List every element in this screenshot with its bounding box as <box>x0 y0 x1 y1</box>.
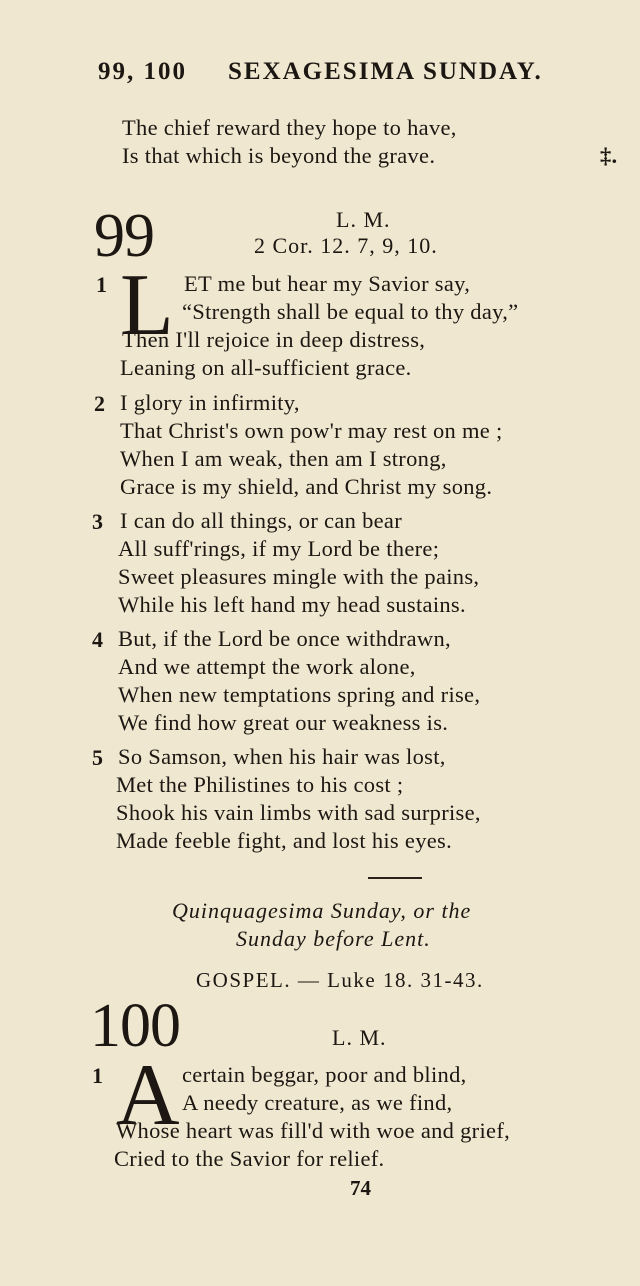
hymn-100-number: 100 <box>90 992 180 1060</box>
hymn-99-scripture-reference: 2 Cor. 12. 7, 9, 10. <box>254 233 438 258</box>
stanza-line: A needy creature, as we find, <box>182 1090 453 1115</box>
stanza-line: ET me but hear my Savior say, <box>184 271 471 296</box>
section-divider <box>368 877 422 879</box>
gospel-reference: GOSPEL. — Luke 18. 31-43. <box>196 968 484 992</box>
stanza-line: Whose heart was fill'd with woe and grief, <box>116 1118 511 1143</box>
stanza-line: I glory in infirmity, <box>120 390 300 415</box>
stanza-line: We find how great our weakness is. <box>118 710 449 735</box>
stanza-line: certain beggar, poor and blind, <box>182 1062 467 1087</box>
stanza-line: That Christ's own pow'r may rest on me ; <box>120 418 503 443</box>
stanza-line: So Samson, when his hair was lost, <box>118 744 446 769</box>
stanza-number: 1 <box>96 272 107 297</box>
double-dagger-mark: ‡. <box>600 143 618 168</box>
stanza-line: “Strength shall be equal to thy day,” <box>182 299 519 324</box>
stanza-line: Made feeble fight, and lost his eyes. <box>116 828 453 853</box>
stanza-line: Grace is my shield, and Christ my song. <box>120 474 493 499</box>
stanza-line: Shook his vain limbs with sad surprise, <box>116 800 481 825</box>
hymn-100-meter: L. M. <box>332 1025 387 1050</box>
stanza-number: 1 <box>92 1063 103 1088</box>
stanza-line: Sweet pleasures mingle with the pains, <box>118 564 480 589</box>
section-heading-line: Sunday before Lent. <box>236 926 431 951</box>
page-number: 74 <box>350 1176 371 1200</box>
stanza-line: And we attempt the work alone, <box>118 654 416 679</box>
stanza-number: 4 <box>92 627 103 652</box>
previous-hymn-line: The chief reward they hope to have, <box>122 115 457 140</box>
stanza-line: Met the Philistines to his cost ; <box>116 772 404 797</box>
stanza-number: 5 <box>92 745 103 770</box>
stanza-line: Then I'll rejoice in deep distress, <box>122 327 426 352</box>
stanza-line: Leaning on all-sufficient grace. <box>120 355 412 380</box>
stanza-number: 2 <box>94 391 105 416</box>
stanza-line: When I am weak, then am I strong, <box>120 446 447 471</box>
stanza-line: I can do all things, or can bear <box>120 508 402 533</box>
stanza-number: 3 <box>92 509 103 534</box>
stanza-line: When new temptations spring and rise, <box>118 682 481 707</box>
hymn-99-meter: L. M. <box>336 207 391 232</box>
stanza-line: All suff'rings, if my Lord be there; <box>118 536 440 561</box>
previous-hymn-line: Is that which is beyond the grave. <box>122 143 436 168</box>
running-header-title: SEXAGESIMA SUNDAY. <box>228 58 543 85</box>
stanza-line: While his left hand my head sustains. <box>118 592 466 617</box>
stanza-line: Cried to the Savior for relief. <box>114 1146 385 1171</box>
section-heading-line: Quinquagesima Sunday, or the <box>172 898 472 923</box>
running-header-numbers: 99, 100 <box>98 58 187 85</box>
drop-cap: L <box>120 257 174 354</box>
drop-cap: A <box>116 1047 180 1144</box>
hymn-99-number: 99 <box>94 202 154 270</box>
stanza-line: But, if the Lord be once withdrawn, <box>118 626 451 651</box>
